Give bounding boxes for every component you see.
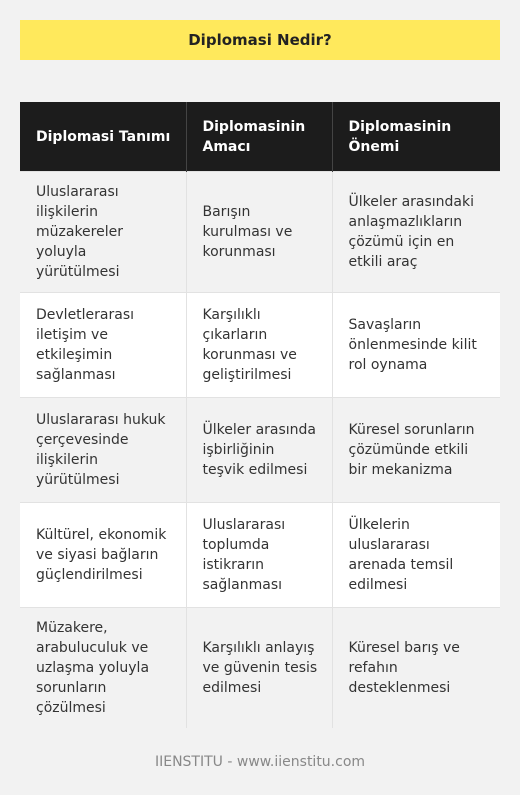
- table-row: [20, 398, 500, 503]
- table-cell: Karşılıklı çıkarların korunması ve geliştirilmesi: [186, 293, 332, 398]
- table-row: [20, 608, 500, 729]
- table-cell: Müzakere, arabuluculuk ve uzlaşma yoluyla sorunların çözülmesi: [20, 608, 186, 729]
- table-cell: Karşılıklı anlayış ve güvenin tesis edilmesi: [186, 608, 332, 729]
- table-cell: Devletlerarası iletişim ve etkileşimin sağlanması: [20, 293, 186, 398]
- header-purpose: Diplomasinin Amacı: [186, 102, 332, 172]
- table-row: [20, 503, 500, 608]
- table-cell: Küresel sorunların çözümünde etkili bir mekanizma: [332, 398, 500, 503]
- header-importance: Diplomasinin Önemi: [332, 102, 500, 172]
- table-cell: Uluslararası hukuk çerçevesinde ilişkilerin yürütülmesi: [20, 398, 186, 503]
- table-cell: Ülkelerin uluslararası arenada temsil edilmesi: [332, 503, 500, 608]
- table-cell: Küresel barış ve refahın desteklenmesi: [332, 608, 500, 729]
- page-title: Diplomasi Nedir?: [20, 20, 500, 60]
- header-definition: Diplomasi Tanımı: [20, 102, 186, 172]
- table-cell: Uluslararası ilişkilerin müzakereler yoluyla yürütülmesi: [20, 172, 186, 293]
- table-row: [20, 293, 500, 398]
- table-cell: Ülkeler arasında işbirliğinin teşvik edilmesi: [186, 398, 332, 503]
- footer-credit: IIENSTITU - www.iienstitu.com: [154, 754, 366, 770]
- table-cell: Savaşların önlenmesinde kilit rol oynama: [332, 293, 500, 398]
- diplomacy-table: [20, 102, 500, 728]
- table-cell: Ülkeler arasındaki anlaşmazlıkların çözümü için en etkili araç: [332, 172, 500, 293]
- table-cell: Kültürel, ekonomik ve siyasi bağların güçlendirilmesi: [20, 503, 186, 608]
- table-cell: Uluslararası toplumda istikrarın sağlanması: [186, 503, 332, 608]
- table-header-row: [20, 102, 500, 172]
- table-row: [20, 172, 500, 293]
- table-cell: Barışın kurulması ve korunması: [186, 172, 332, 293]
